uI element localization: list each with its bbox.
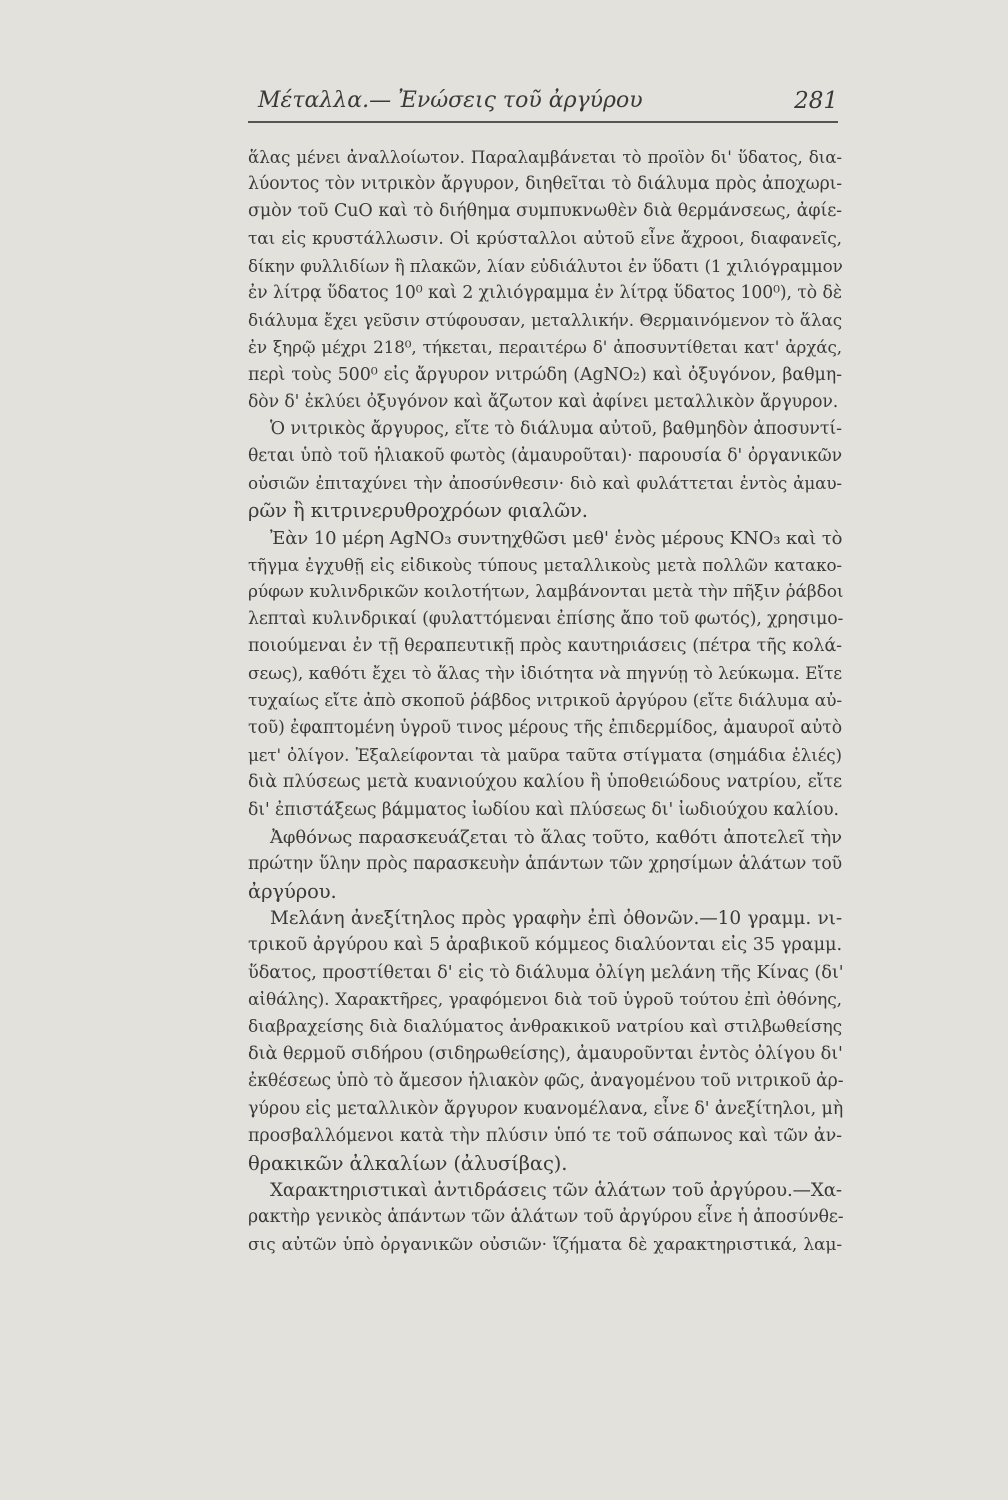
text-line: σεως), καθότι ἔχει τὸ ἅλας τὴν ἰδιότητα νὰ πηγνύῃ τὸ λεύκωμα. Εἴτε [248,663,842,684]
text-line: διάλυμα ἔχει γεῦσιν στύφουσαν, μεταλλικήν. Θερμαινόμενον τὸ ἅλας [248,310,842,331]
text-line: σμὸν τοῦ CuO καὶ τὸ διήθημα συμπυκνωθὲν διὰ θερμάνσεως, ἀφίε- [248,201,842,222]
text-line: ποιούμεναι ἐν τῇ θεραπευτικῇ πρὸς καυτηριάσεις (πέτρα τῆς κολά- [248,636,842,657]
text-line: Ἐὰν 10 μέρη AgNO₃ συντηχθῶσι μεθ' ἑνὸς μέρους KNO₃ καὶ τὸ [270,527,843,549]
text-line: ἀργύρου. [248,880,337,904]
text-line: ρακτὴρ γενικὸς ἁπάντων τῶν ἁλάτων τοῦ ἀργύρου εἶνε ἡ ἀποσύνθε- [248,1207,844,1228]
text-line: Ἀφθόνως παρασκευάζεται τὸ ἅλας τοῦτο, καθότι ἀποτελεῖ τὴν [270,826,842,848]
text-line: ἐν λίτρᾳ ὕδατος 10⁰ καὶ 2 χιλιόγραμμα ἐν λίτρᾳ ὕδατος 100⁰), τὸ δὲ [248,282,842,303]
text-line: ὕδατος, προστίθεται δ' εἰς τὸ διάλυμα ὀλίγη μελάνη τῆς Κίνας (δι' [248,962,844,983]
text-line: λύοντος τὸν νιτρικὸν ἄργυρον, διηθεῖται τὸ διάλυμα πρὸς ἀποχωρι- [248,174,842,195]
text-line: Χαρακτηριστικαὶ ἀντιδράσεις τῶν ἁλάτων τοῦ ἀργύρου.—Χα- [270,1180,842,1202]
text-line: αἰθάλης). Χαρακτῆρες, γραφόμενοι διὰ τοῦ ὑγροῦ τούτου ἐπὶ ὀθόνης, [248,989,842,1010]
text-line: λεπταὶ κυλινδρικαί (φυλαττόμεναι ἐπίσης ἄπο τοῦ φωτός), χρησιμο- [248,609,844,630]
text-line: ται εἰς κρυστάλλωσιν. Οἱ κρύσταλλοι αὐτοῦ εἶνε ἄχροοι, διαφανεῖς, [248,228,842,249]
text-line: οὐσιῶν ἐπιταχύνει τὴν ἀποσύνθεσιν· διὸ καὶ φυλάττεται ἐντὸς ἀμαυ- [248,473,842,494]
text-line: διὰ θερμοῦ σιδήρου (σιδηρωθείσης), ἀμαυροῦνται ἐντὸς ὀλίγου δι' [248,1044,843,1065]
text-line: ἅλας μένει ἀναλλοίωτον. Παραλαμβάνεται τὸ προϊὸν δι' ὕδατος, δια- [248,147,842,167]
running-title: Μέταλλα.— Ἐνώσεις τοῦ ἀργύρου [258,88,643,113]
text-line: Μελάνη ἀνεξίτηλος πρὸς γραφὴν ἐπὶ ὀθονῶν.—10 γραμμ. νι- [270,908,842,930]
text-line: ἐκθέσεως ὑπὸ τὸ ἄμεσον ἡλιακὸν φῶς, ἀναγομένου τοῦ νιτρικοῦ ἀρ- [248,1071,844,1092]
text-line: δίκην φυλλιδίων ἢ πλακῶν, λίαν εὐδιάλυτοι ἐν ὕδατι (1 χιλιόγραμμον [248,255,843,276]
text-line: πρώτην ὕλην πρὸς παρασκευὴν ἁπάντων τῶν χρησίμων ἁλάτων τοῦ [248,853,842,874]
text-line: ρῶν ἢ κιτρινερυθροχρόων φιαλῶν. [248,499,588,523]
text-line: Ὁ νιτρικὸς ἄργυρος, εἴτε τὸ διάλυμα αὐτοῦ, βαθμηδὸν ἀποσυντί- [270,418,842,439]
text-line: γύρου εἰς μεταλλικὸν ἄργυρον κυανομέλανα, εἶνε δ' ἀνεξίτηλοι, μὴ [248,1098,844,1119]
text-line: τοῦ) ἐφαπτομένη ὑγροῦ τινος μέρους τῆς ἐπιδερμίδος, ἀμαυροῖ αὐτὸ [248,717,842,738]
body-text [248,144,842,1259]
text-line: προσβαλλόμενοι κατὰ τὴν πλύσιν ὑπό τε τοῦ σάπωνος καὶ τῶν ἀν- [248,1125,842,1146]
text-line: τῆγμα ἐγχυθῇ εἰς εἰδικοὺς τύπους μεταλλικοὺς μετὰ πολλῶν κατακο- [248,554,842,575]
page-header [258,88,838,118]
text-line: σις αὐτῶν ὑπὸ ὀργανικῶν οὐσιῶν· ἵζήματα δὲ χαρακτηριστικά, λαμ- [248,1234,842,1255]
text-line: διαβραχείσης διὰ διαλύματος ἀνθρακικοῦ νατρίου καὶ στιλβωθείσης [248,1017,842,1037]
text-line: μετ' ὀλίγον. Ἐξαλείφονται τὰ μαῦρα ταῦτα στίγματα (σημάδια ἐλιές) [248,745,842,766]
page-number: 281 [794,88,838,114]
text-line: τρικοῦ ἀργύρου καὶ 5 ἀραβικοῦ κόμμεος διαλύονται εἰς 35 γραμμ. [248,935,842,956]
text-line: θεται ὑπὸ τοῦ ἡλιακοῦ φωτὸς (ἀμαυροῦται)· παρουσία δ' ὀργανικῶν [248,446,842,467]
text-line: δὸν δ' ἐκλύει ὀξυγόνον καὶ ἄζωτον καὶ ἀφίνει μεταλλικὸν ἄργυρον. [248,391,839,412]
text-line: διὰ πλύσεως μετὰ κυανιούχου καλίου ἢ ὑποθειώδους νατρίου, εἴτε [248,772,842,793]
text-line: ρύφων κυλινδρικῶν κοιλοτήτων, λαμβάνονται μετὰ τὴν πῆξιν ῥάβδοι [248,582,844,602]
header-rule [248,121,838,123]
text-line: περὶ τοὺς 500⁰ εἰς ἄργυρον νιτρώδη (AgNO₂) καὶ ὀξυγόνον, βαθμη- [248,364,842,385]
text-line: τυχαίως εἴτε ἀπὸ σκοποῦ ῥάβδος νιτρικοῦ ἀργύρου (εἴτε διάλυμα αὐ- [248,690,842,711]
text-line: θρακικῶν ἀλκαλίων (ἀλυσίβας). [248,1151,568,1175]
text-line: ἐν ξηρῷ μέχρι 218⁰, τήκεται, περαιτέρω δ' ἀποσυντίθεται κατ' ἀρχάς, [248,337,842,358]
text-line: δι' ἐπιστάξεως βάμματος ἰωδίου καὶ πλύσεως δι' ἰωδιούχου καλίου. [248,799,839,820]
